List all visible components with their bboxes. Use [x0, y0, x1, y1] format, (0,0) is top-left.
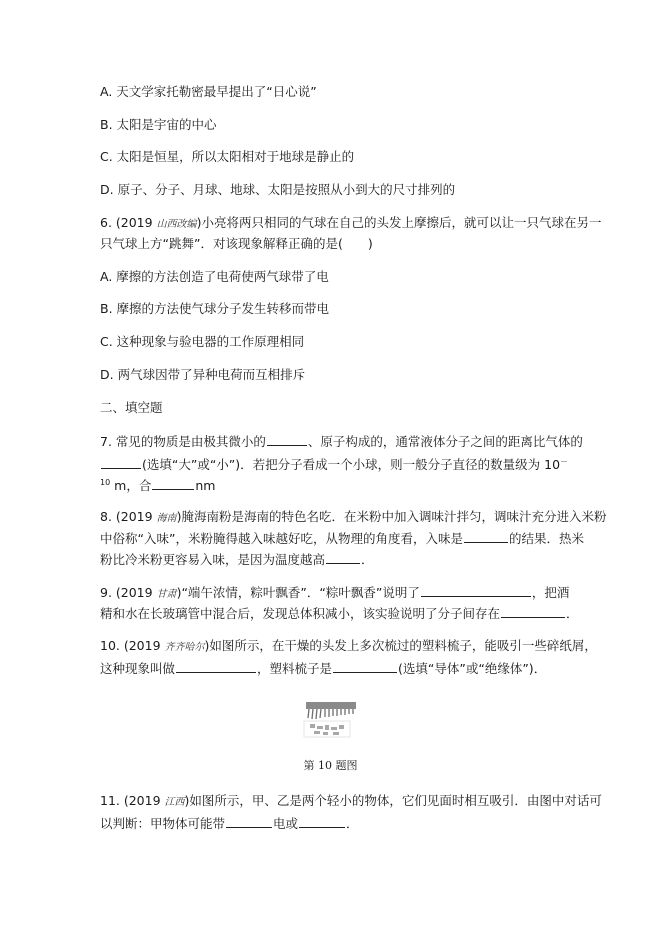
answer-blank[interactable] [299, 814, 345, 828]
source-tag: 海南 [156, 513, 177, 524]
question-7-line3: $^{10}$ m，合 nm [100, 478, 216, 494]
option-c-prev: C. 太阳是恒星，所以太阳相对于地球是静止的 [100, 149, 355, 164]
q6-option-c: C. 这种现象与验电器的工作原理相同 [100, 334, 305, 349]
source-tag: 江西 [164, 797, 185, 808]
option-b-prev: B. 太阳是宇宙的中心 [100, 117, 217, 132]
answer-blank[interactable] [333, 659, 397, 673]
question-8-line3: 粉比冷米粉更容易入味，是因为温度越高 ． [100, 552, 374, 567]
question-10-line2: 这种现象叫做 ，塑料梳子是 (选填“导体”或“绝缘体”)． [100, 661, 547, 676]
question-8-line2: 中俗称“入味”，米粉腌得越入味越好吃，从物理的角度看，入味是 的结果．热米 [100, 531, 584, 546]
option-a-prev: A. 天文学家托勒密最早提出了“日心说” [100, 84, 317, 99]
option-d-prev: D. 原子、分子、月球、地球、太阳是按照从小到大的尺寸排列的 [100, 182, 456, 197]
question-11-line2: 以判断：甲物体可能带 电或 ． [100, 816, 359, 831]
question-11-line1: 11. (2019 江西)如图所示，甲、乙是两个轻小的物体，它们见面时相互吸引．由图中对话可 [100, 793, 602, 808]
comb-paper-figure-icon [300, 698, 362, 738]
answer-blank[interactable] [464, 529, 508, 543]
q6-option-a: A. 摩擦的方法创造了电荷使两气球带了电 [100, 269, 329, 284]
question-9-line1: 9. (2019 甘肃)“端午浓情，粽叶飘香”．“粽叶飘香”说明了 ，把酒 [100, 585, 570, 600]
source-tag: 山西改编 [156, 219, 197, 230]
question-8-line1: 8. (2019 海南)腌海南粉是海南的特色名吃．在米粉中加入调味汁拌匀，调味汁充分进入米粉 [100, 509, 607, 524]
answer-blank[interactable] [152, 476, 194, 490]
question-10-line1: 10. (2019 齐齐哈尔)如图所示，在干燥的头发上多次梳过的塑料梳子，能吸引一些碎纸屑， [100, 638, 597, 653]
answer-blank[interactable] [501, 604, 565, 618]
question-9-line2: 精和水在长玻璃管中混合后，发现总体积减小，该实验说明了分子间存在 ． [100, 606, 579, 621]
question-6-line2: 只气球上方“跳舞”．对该现象解释正确的是( ) [100, 236, 373, 251]
figure-caption: 第 10 题图 [303, 759, 358, 772]
source-tag: 甘肃 [156, 589, 177, 600]
answer-blank[interactable] [421, 583, 531, 597]
answer-blank[interactable] [267, 432, 307, 446]
answer-blank[interactable] [101, 455, 141, 469]
answer-blank[interactable] [226, 814, 272, 828]
q6-option-d: D. 两气球因带了异种电荷而互相排斥 [100, 367, 306, 382]
source-tag: 齐齐哈尔 [164, 642, 205, 653]
q6-option-b: B. 摩擦的方法使气球分子发生转移而带电 [100, 301, 330, 316]
question-6-line1: 6. (2019 山西改编)小亮将两只相同的气球在自己的头发上摩擦后，就可以让一只气球在另一 [100, 215, 602, 230]
comb-paper-figure [300, 698, 362, 738]
answer-blank[interactable] [326, 550, 360, 564]
answer-blank[interactable] [176, 659, 256, 673]
question-7-line2: (选填“大”或“小”)．若把分子看成一个小球，则一般分子直径的数量级为 10－ [100, 453, 570, 474]
section-title: 二、填空题 [100, 400, 163, 415]
question-7-line1: 7. 常见的物质是由极其微小的 、原子构成的，通常液体分子之间的距离比气体的 [100, 434, 583, 449]
